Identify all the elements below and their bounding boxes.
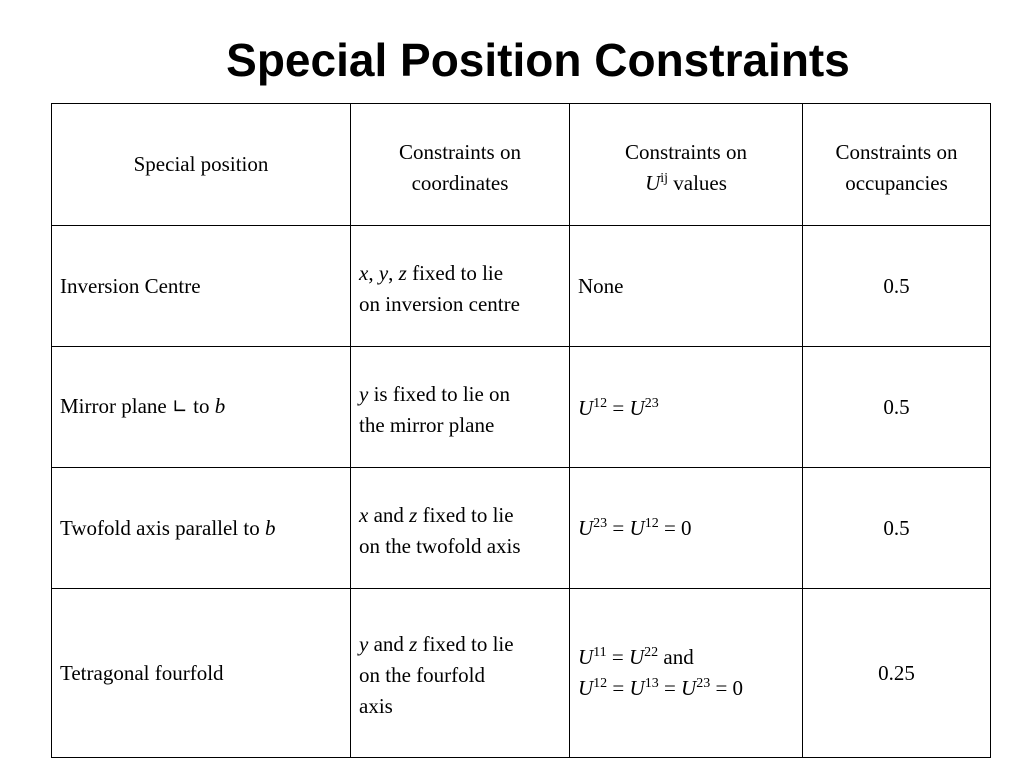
coord-line: the mirror plane	[359, 413, 495, 437]
header-u-values-line1: Constraints on	[625, 140, 747, 164]
u-superscript: 23	[593, 515, 608, 531]
coord-line: on the twofold axis	[359, 534, 521, 558]
var-z: z	[409, 503, 418, 527]
cell-special-position	[52, 347, 351, 468]
coord-text: and	[368, 503, 410, 527]
table-header-row	[52, 104, 991, 226]
var-x: x	[359, 503, 369, 527]
u-superscript: 22	[644, 645, 659, 660]
constraints-table	[51, 103, 991, 758]
var-z: z	[409, 632, 418, 656]
u-superscript: 11	[593, 645, 607, 660]
var-z: z	[398, 261, 407, 285]
header-occupancies-line1: Constraints on	[835, 140, 958, 164]
equals: =	[607, 676, 630, 700]
cell-u-values	[570, 589, 803, 758]
cell-occupancy: 0.5	[803, 226, 991, 347]
u-superscript: 12	[644, 515, 659, 531]
header-coordinates	[351, 104, 570, 226]
u-symbol: U	[645, 171, 661, 195]
perpendicular-icon: ∟	[171, 396, 188, 418]
cell-u-values	[570, 347, 803, 468]
u-symbol: U	[578, 396, 594, 420]
position-text: to	[187, 394, 215, 418]
u-symbol: U	[629, 515, 645, 540]
equals: =	[607, 396, 630, 420]
coord-line: on inversion centre	[359, 292, 520, 316]
header-occupancies-line2: occupancies	[845, 171, 948, 195]
table-row	[52, 589, 991, 758]
cell-special-position: Inversion Centre	[52, 226, 351, 347]
u-superscript: 12	[593, 676, 608, 691]
table-row	[52, 347, 991, 468]
u-superscript: 13	[644, 676, 659, 691]
coord-line: axis	[359, 694, 393, 718]
coord-text: and	[368, 632, 410, 656]
header-special-position: Special position	[52, 104, 351, 226]
coord-line	[359, 500, 561, 531]
and-text: and	[658, 645, 694, 669]
cell-u-values: None	[570, 226, 803, 347]
position-text: Twofold axis parallel to	[60, 515, 265, 540]
u-symbol: U	[629, 676, 645, 700]
cell-special-position	[52, 468, 351, 589]
u-symbol: U	[681, 676, 697, 700]
u-symbol: U	[578, 676, 594, 700]
cell-occupancy: 0.5	[803, 347, 991, 468]
equals: =	[607, 515, 630, 540]
table-row	[52, 468, 991, 589]
var-b: b	[264, 515, 276, 540]
cell-coordinates	[351, 468, 570, 589]
separator: ,	[368, 261, 379, 285]
equals-zero: = 0	[658, 515, 692, 540]
coord-text: is fixed to lie on	[368, 382, 511, 406]
separator: ,	[388, 261, 399, 285]
cell-occupancy: 0.25	[803, 589, 991, 758]
header-coordinates-line2: coordinates	[411, 171, 509, 195]
coord-line	[359, 629, 561, 660]
var-y: y	[378, 261, 389, 285]
equals: =	[658, 676, 682, 700]
cell-coordinates	[351, 226, 570, 347]
cell-coordinates	[351, 589, 570, 758]
header-u-values	[570, 104, 803, 226]
equals: =	[606, 645, 629, 669]
cell-special-position: Tetragonal fourfold	[52, 589, 351, 758]
page-title: Special Position Constraints	[226, 34, 850, 86]
table-row	[52, 226, 991, 347]
u-superscript: 12	[593, 396, 608, 411]
position-text: Mirror plane	[60, 394, 172, 418]
header-u-values-line2	[578, 168, 794, 199]
header-coordinates-line1: Constraints on	[399, 140, 521, 164]
cell-u-values	[570, 468, 803, 589]
cell-coordinates	[351, 347, 570, 468]
u-symbol: U	[578, 645, 594, 669]
u-suffix: values	[668, 171, 727, 195]
u-symbol: U	[629, 645, 645, 669]
coord-line	[359, 379, 561, 410]
var-y: y	[359, 382, 369, 406]
u-symbol: U	[629, 396, 645, 420]
u-superscript: 23	[696, 676, 711, 691]
header-occupancies	[803, 104, 991, 226]
equals-zero: = 0	[710, 676, 744, 700]
u-superscript: 23	[644, 396, 659, 411]
u-line	[578, 673, 794, 704]
var-b: b	[214, 394, 226, 418]
u-line	[578, 642, 794, 673]
coord-line	[359, 258, 561, 289]
coord-line: on the fourfold	[359, 663, 485, 687]
cell-occupancy: 0.5	[803, 468, 991, 589]
coord-text: fixed to lie	[417, 632, 514, 656]
coord-text: fixed to lie	[406, 261, 504, 285]
var-x: x	[359, 261, 369, 285]
u-superscript: ij	[660, 171, 669, 186]
var-y: y	[359, 632, 369, 656]
coord-text: fixed to lie	[417, 503, 514, 527]
u-symbol: U	[578, 515, 594, 540]
